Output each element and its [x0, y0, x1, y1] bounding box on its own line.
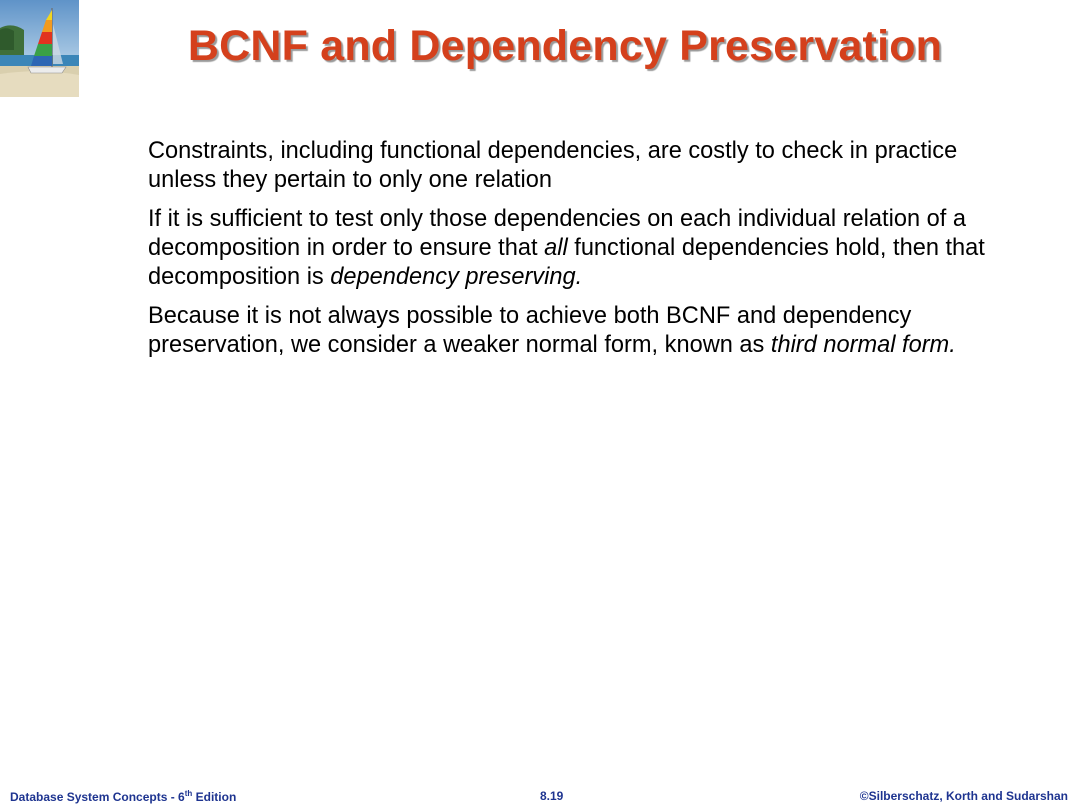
footer-copyright: ©Silberschatz, Korth and Sudarshan: [859, 789, 1068, 803]
emphasis-dependency-preserving: dependency preserving.: [330, 264, 583, 290]
sailboat-beach-logo-icon: [0, 0, 79, 97]
paragraph-text: Because it is not always possible to achieve both BCNF and dependency preservation, we consider a weaker normal form, known as: [148, 303, 912, 358]
slide-title: BCNF and Dependency Preservation: [187, 22, 943, 70]
slide-body: [148, 137, 993, 370]
paragraph-text: If it is sufficient to test only those dependencies on each individual relation of a decomposition in order to ensure that: [148, 206, 966, 261]
footer-page-number: 8.19: [540, 789, 564, 803]
paragraph-text: functional dependencies hold, then that decomposition is: [148, 235, 985, 290]
footer-book-title: [10, 789, 236, 804]
footer-book-prefix: Database System Concepts - 6: [10, 790, 185, 804]
emphasis-third-normal-form: third normal form.: [770, 332, 956, 358]
footer-book-sup: th: [184, 789, 193, 798]
footer-book-suffix: Edition: [192, 790, 237, 804]
paragraph-dependency-preserving: [148, 205, 993, 292]
paragraph-third-normal-form: [148, 302, 993, 360]
paragraph-text: Constraints, including functional dependencies, are costly to check in practice unless they pertain to only one relation: [148, 138, 958, 193]
paragraph-constraints: [148, 137, 993, 195]
emphasis-all: all: [544, 235, 568, 261]
